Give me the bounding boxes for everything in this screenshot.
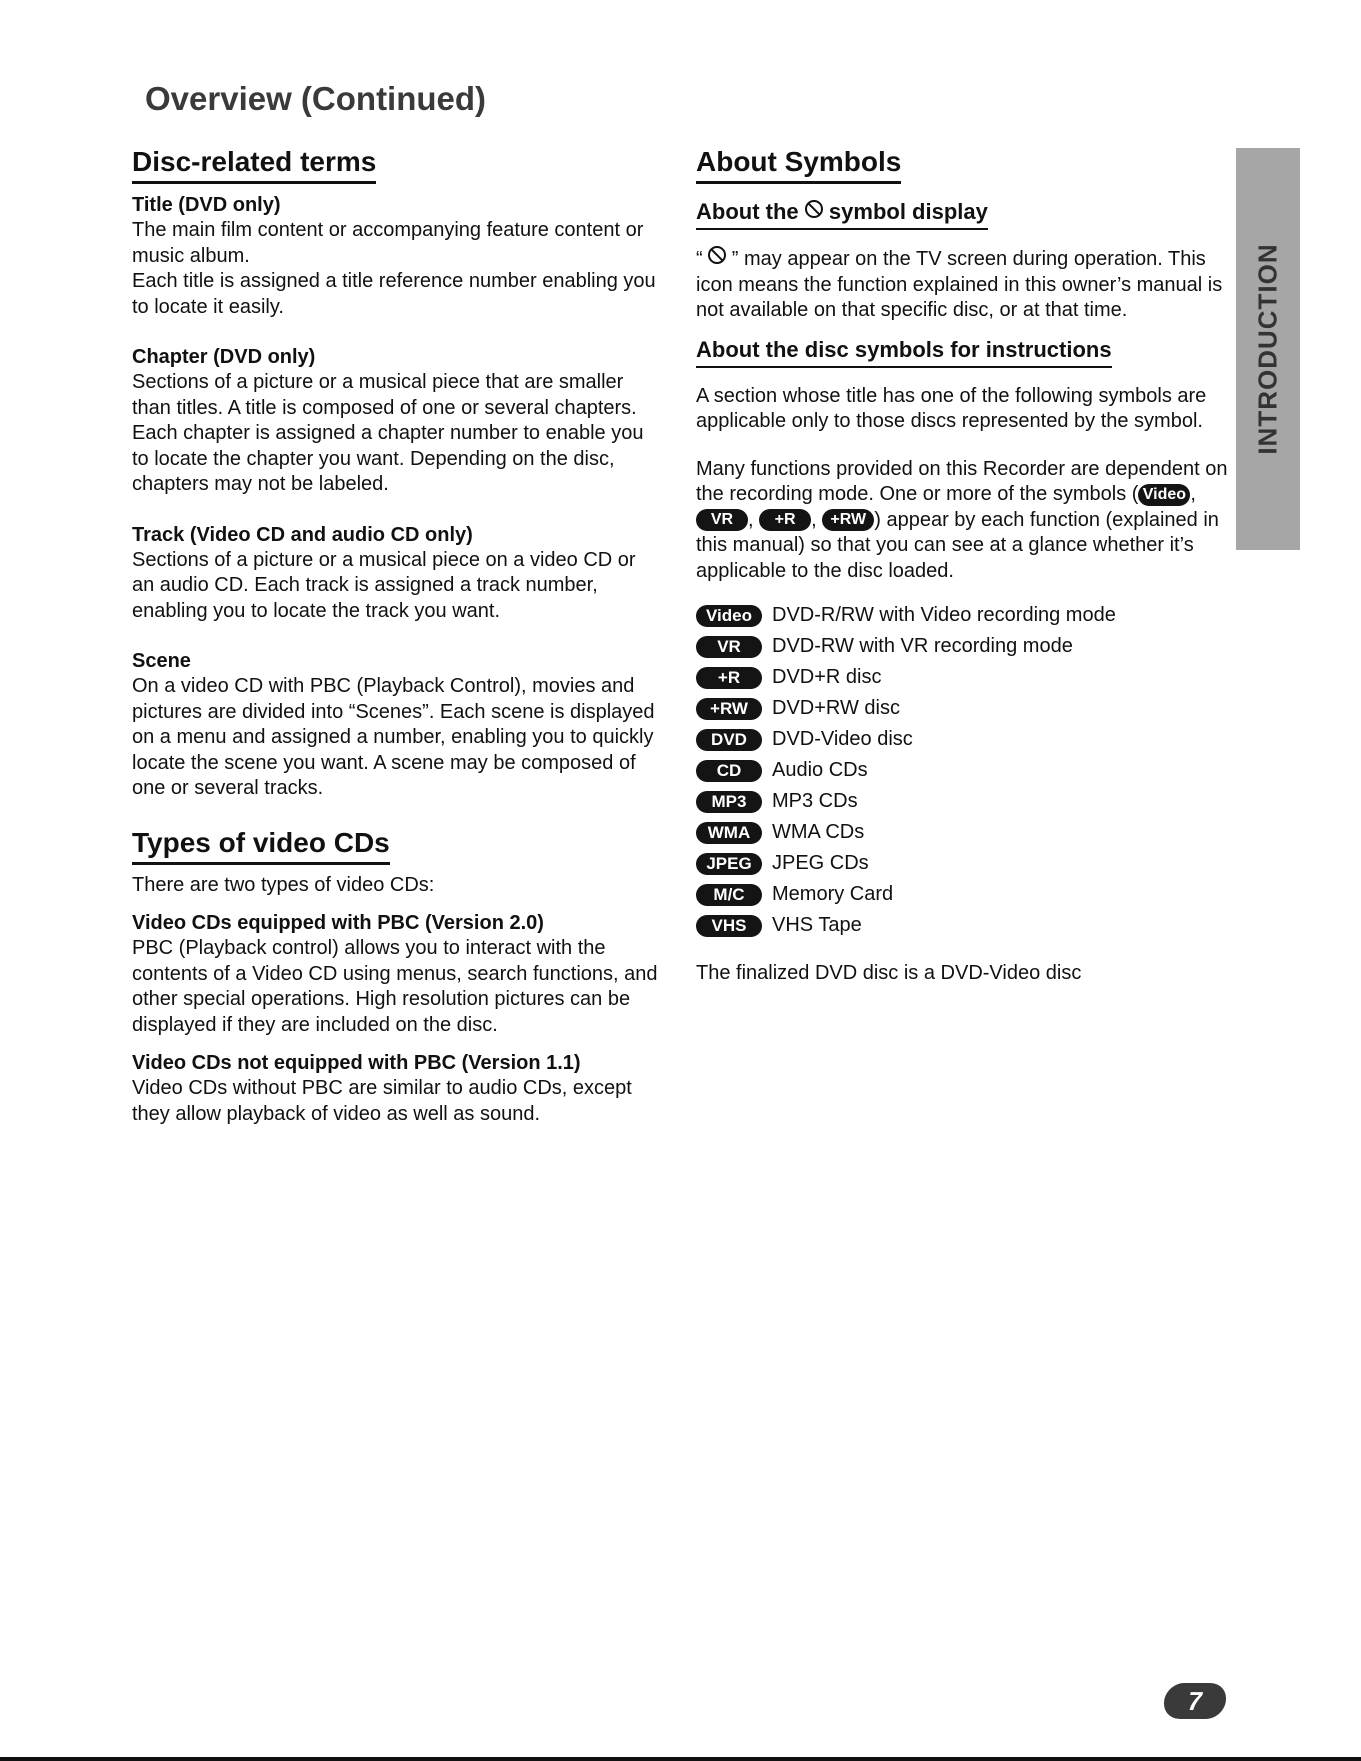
disc-symbols-desc-2: Many functions provided on this Recorder are dependent on the recording mode. One or more of the symbols ( Video , VR , +R , +RW ) appear by each function (explained in this manual) so that you can see at a glance whether it’s applicable to the disc loaded. — [696, 457, 1228, 582]
list-item — [696, 662, 1236, 693]
inline-badge-vr: VR — [696, 509, 748, 531]
symbol-display-desc — [696, 246, 1236, 324]
about-symbols-heading: About Symbols — [696, 145, 901, 184]
inline-badge-plus-rw: +RW — [822, 509, 874, 531]
prohibited-icon — [805, 200, 823, 218]
section-side-tab — [1236, 148, 1300, 550]
prohibited-icon-inline — [708, 246, 726, 264]
page-number-badge: 7 — [1160, 1683, 1230, 1719]
video-cds-intro: There are two types of video CDs: — [132, 873, 435, 896]
chapter-desc: Sections of a picture or a musical piece that are smaller than titles. A title is composed of one or several chapters. Each chapter is assigned a chapter number to enable you to locate the chapter you want. Depending on the disc, chapters may not be labeled. — [132, 371, 644, 495]
badge-dvd: DVD — [696, 729, 762, 751]
symbol-display-heading — [696, 198, 988, 230]
title-desc-2: Each title is assigned a title reference number enabling you to locate it easily. — [132, 270, 656, 318]
badge-cd: CD — [696, 760, 762, 782]
list-item — [696, 786, 1236, 817]
list-item-label: WMA CDs — [772, 821, 865, 843]
pbc-desc: PBC (Playback control) allows you to interact with the contents of a Video CD using menus, search functions, and other special operations. High resolution pictures can be displayed if they are included on the disc. — [132, 937, 658, 1036]
disc-symbols-heading: About the disc symbols for instructions — [696, 336, 1112, 368]
scene-term: Scene — [132, 650, 191, 672]
nopbc-desc: Video CDs without PBC are similar to audio CDs, except they allow playback of video as well as sound. — [132, 1077, 632, 1125]
badge-mp3: MP3 — [696, 791, 762, 813]
right-column — [696, 145, 1236, 987]
list-item-label: DVD+R disc — [772, 666, 882, 688]
symbol-display-heading-pre: About the — [696, 199, 799, 224]
quote-open: “ — [696, 248, 703, 270]
disc-terms-heading: Disc-related terms — [132, 145, 376, 184]
list-item — [696, 848, 1236, 879]
list-item-label: DVD+RW disc — [772, 697, 900, 719]
list-item-label: DVD-RW with VR recording mode — [772, 635, 1073, 657]
symbol-display-heading-post: symbol display — [828, 199, 988, 224]
scene-desc: On a video CD with PBC (Playback Control), movies and pictures are divided into “Scenes”. Each scene is displayed on a menu and assigned a number, enabling you to quickly locate the scene you want. A scene may be composed of one or several tracks. — [132, 675, 655, 799]
list-item — [696, 817, 1236, 848]
badge-vhs: VHS — [696, 915, 762, 937]
left-column — [132, 145, 662, 1127]
chapter-term: Chapter (DVD only) — [132, 346, 316, 368]
page-title: Overview (Continued) — [145, 80, 487, 117]
list-item-label: MP3 CDs — [772, 790, 858, 812]
track-desc: Sections of a picture or a musical piece on a video CD or an audio CD. Each track is assigned a track number, enabling you to locate the track you want. — [132, 548, 636, 622]
badge-mc: M/C — [696, 884, 762, 906]
title-term: Title (DVD only) — [132, 194, 281, 216]
list-item-label: DVD-Video disc — [772, 728, 913, 750]
symbol-display-desc-text: ” may appear on the TV screen during operation. This icon means the function explained in this owner’s manual is not available on that specific disc, or at that time. — [696, 248, 1223, 321]
badge-wma: WMA — [696, 822, 762, 844]
list-item — [696, 693, 1236, 724]
list-item — [696, 879, 1236, 910]
badge-vr: VR — [696, 636, 762, 658]
video-cds-heading: Types of video CDs — [132, 826, 390, 865]
list-item — [696, 631, 1236, 662]
badge-plus-r: +R — [696, 667, 762, 689]
disc-symbols-desc-1: A section whose title has one of the following symbols are applicable only to those discs represented by the symbol. — [696, 384, 1207, 432]
list-item — [696, 910, 1236, 941]
list-item-label: VHS Tape — [772, 914, 862, 936]
side-tab-label: INTRODUCTION — [1252, 243, 1283, 455]
badge-plus-rw: +RW — [696, 698, 762, 720]
disc-symbols-desc-2-post: ) appear by each function (explained in this manual) so that you can see at a glance whether it’s applicable to the disc loaded. — [696, 508, 1219, 582]
nopbc-term: Video CDs not equipped with PBC (Version 1.1) — [132, 1052, 581, 1074]
list-item-label: JPEG CDs — [772, 852, 869, 874]
badge-jpeg: JPEG — [696, 853, 762, 875]
track-term: Track (Video CD and audio CD only) — [132, 523, 473, 546]
list-item-label: Memory Card — [772, 883, 894, 905]
list-item — [696, 600, 1236, 631]
list-item — [696, 755, 1236, 786]
title-desc-1: The main film content or accompanying feature content or music album. — [132, 219, 644, 267]
inline-badge-plus-r: +R — [759, 509, 811, 531]
pbc-term: Video CDs equipped with PBC (Version 2.0) — [132, 912, 544, 934]
bottom-rule — [0, 1757, 1361, 1761]
badge-video: Video — [696, 605, 762, 627]
list-item-label: Audio CDs — [772, 759, 868, 781]
inline-badge-video: Video — [1138, 484, 1190, 506]
finalized-note: The finalized DVD disc is a DVD-Video disc — [696, 962, 1082, 984]
disc-symbols-desc-2-pre: Many functions provided on this Recorder are dependent on the recording mode. One or more of the symbols ( — [696, 457, 1228, 505]
list-item — [696, 724, 1236, 755]
list-item-label: DVD-R/RW with Video recording mode — [772, 604, 1116, 626]
disc-symbol-list — [696, 600, 1236, 941]
